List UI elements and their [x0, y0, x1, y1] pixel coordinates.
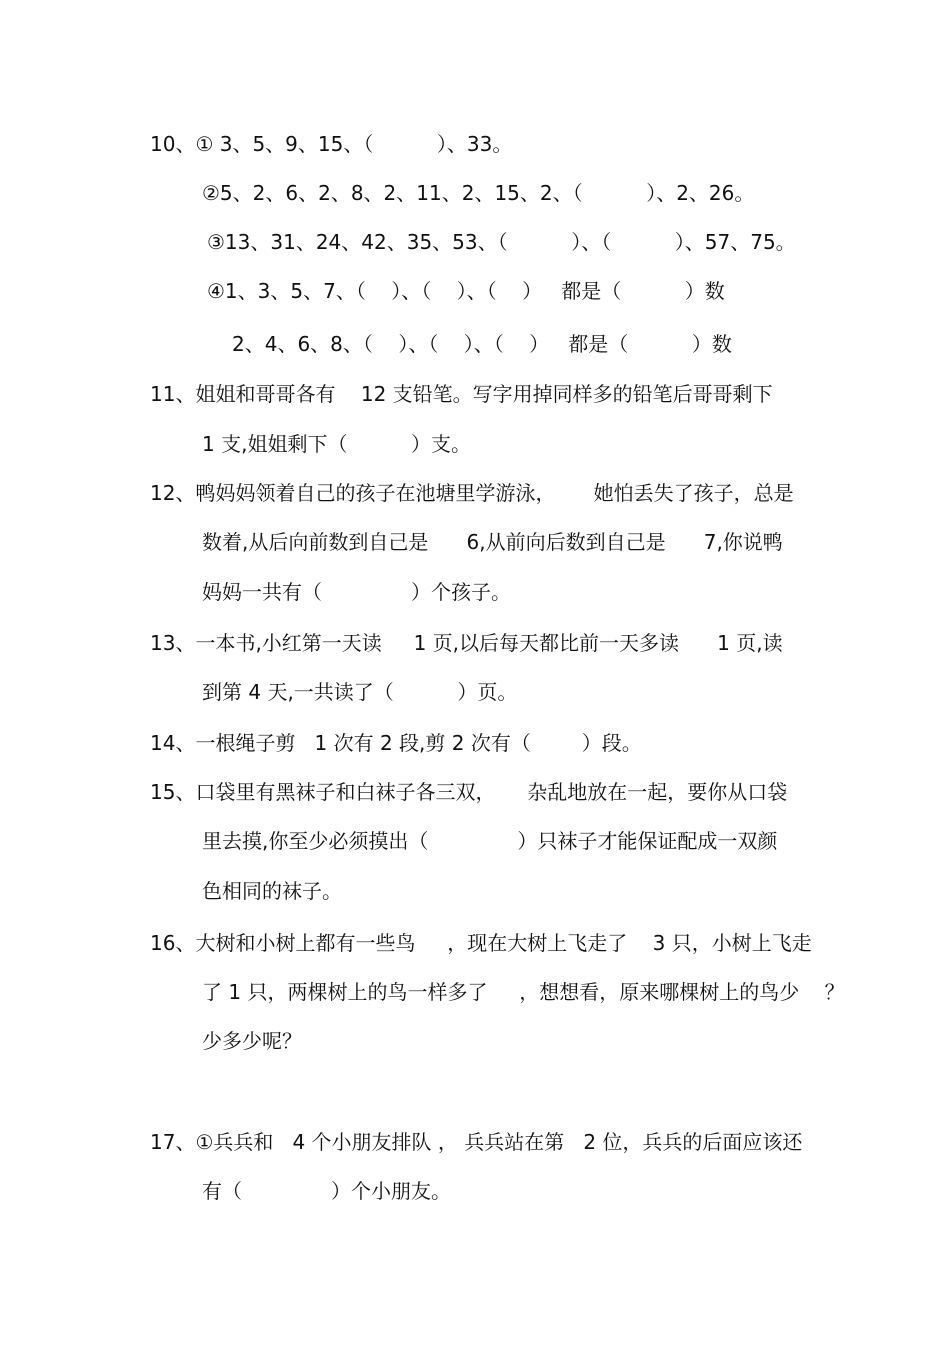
- question-15-line-2: 里去摸,你至少必须摸出（ ）只袜子才能保证配成一双颜: [202, 829, 778, 853]
- question-12-line-1: 12、鸭妈妈领着自己的孩子在池塘里学游泳， 她怕丢失了孩子，总是: [150, 481, 794, 505]
- question-16-line-2: 了 1 只，两棵树上的鸟一样多了 ，想想看，原来哪棵树上的鸟少 ？: [202, 980, 845, 1004]
- question-14-line-1: 14、一根绳子剪 1 次有 2 段,剪 2 次有（ ）段。: [150, 731, 642, 755]
- question-10-line-4: ④1、3、5、7、（ ）、（ ）、（ ） 都是（ ）数: [207, 279, 725, 303]
- question-10-line-2: ②5、2、6、2、8、2、11、2、15、2、（ ）、2、26。: [202, 181, 755, 205]
- question-17-line-2: 有（ ）个小朋友。: [202, 1179, 452, 1203]
- question-10-line-3: ③13、31、24、42、35、53、（ ）、（ ）、57、75。: [207, 230, 796, 254]
- question-10-line-5: 2、4、6、8、（ ）、（ ）、（ ） 都是（ ）数: [232, 332, 732, 356]
- question-15-line-1: 15、口袋里有黑袜子和白袜子各三双， 杂乱地放在一起，要你从口袋: [150, 780, 788, 804]
- question-10-line-1: 10、① 3、5、9、15、（ ）、33。: [150, 132, 513, 156]
- question-16-line-3: 少多少呢？: [202, 1029, 302, 1053]
- question-13-line-1: 13、一本书,小红第一天读 1 页,以后每天都比前一天多读 1 页,读: [150, 631, 783, 655]
- question-13-line-2: 到第 4 天,一共读了（ ）页。: [202, 680, 518, 704]
- question-16-line-1: 16、大树和小树上都有一些鸟 ，现在大树上飞走了 3 只，小树上飞走: [150, 931, 812, 955]
- question-12-line-3: 妈妈一共有（ ）个孩子。: [202, 580, 512, 604]
- question-11-line-1: 11、姐姐和哥哥各有 12 支铅笔。写字用掉同样多的铅笔后哥哥剩下: [150, 382, 773, 406]
- question-15-line-3: 色相同的袜子。: [202, 879, 342, 903]
- question-11-line-2: 1 支,姐姐剩下（ ）支。: [202, 432, 472, 456]
- question-17-line-1: 17、①兵兵和 4 个小朋友排队 ， 兵兵站在第 2 位，兵兵的后面应该还: [150, 1130, 803, 1154]
- question-12-line-2: 数着,从后向前数到自己是 6,从前向后数到自己是 7,你说鸭: [202, 530, 783, 554]
